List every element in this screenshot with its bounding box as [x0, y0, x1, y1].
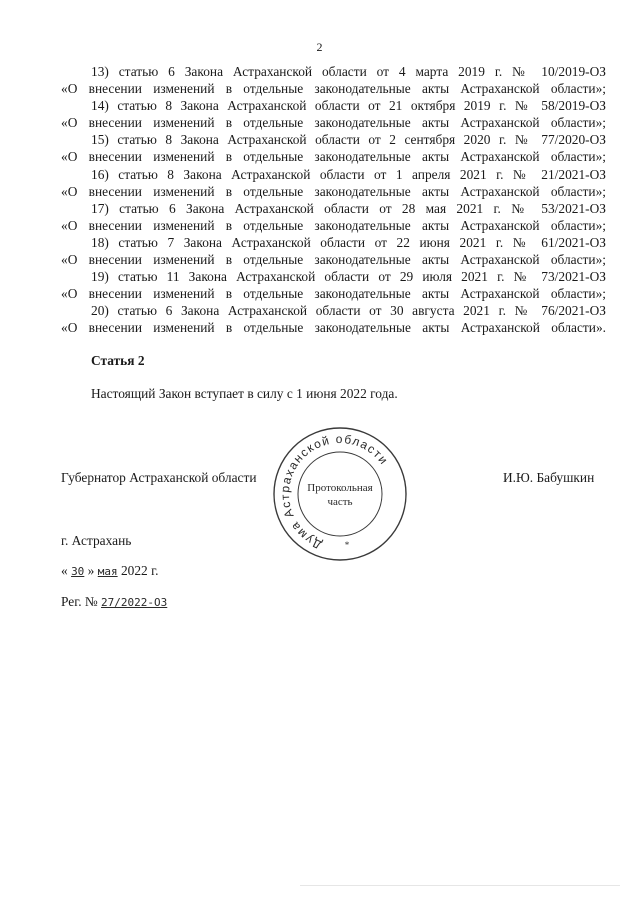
- list-item-line2: «О внесении изменений в отдельные законодательные акты Астраханской области»;: [61, 149, 606, 165]
- list-item-line2: «О внесении изменений в отдельные законодательные акты Астраханской области».: [61, 320, 606, 336]
- page-number: 2: [316, 40, 323, 54]
- scan-edge-line: [300, 885, 620, 886]
- date-day: 30: [71, 565, 85, 578]
- registration-number: [61, 594, 167, 610]
- registration-value: 27/2022-ОЗ: [101, 596, 168, 609]
- article-text: Настоящий Закон вступает в силу с 1 июня 2022 года.: [91, 386, 398, 401]
- date-close-quote: »: [87, 563, 95, 578]
- list-item: [61, 166, 606, 200]
- list-item-line2: «О внесении изменений в отдельные законодательные акты Астраханской области»;: [61, 81, 606, 97]
- list-item-line1: 14) статью 8 Закона Астраханской области от 21 октября 2019 г. № 58/2019-ОЗ: [91, 98, 606, 114]
- article-heading: Статья 2: [91, 353, 145, 368]
- seal-center-line1: Протокольная: [307, 482, 373, 494]
- list-item: [61, 268, 606, 302]
- list-item-line2: «О внесении изменений в отдельные законодательные акты Астраханской области»;: [61, 252, 606, 268]
- list-item-line1: 15) статью 8 Закона Астраханской области от 2 сентября 2020 г. № 77/2020-ОЗ: [91, 132, 606, 148]
- list-item: [61, 131, 606, 165]
- list-item: [61, 234, 606, 268]
- list-item-line1: 18) статью 7 Закона Астраханской области от 22 июня 2021 г. № 61/2021-ОЗ: [91, 234, 606, 250]
- seal-center-line2: часть: [327, 496, 353, 508]
- signatory-name: И.Ю. Бабушкин: [503, 470, 595, 485]
- list-item-line2: «О внесении изменений в отдельные законодательные акты Астраханской области»;: [61, 115, 606, 131]
- signatory-title: Губернатор Астраханской области: [61, 470, 257, 485]
- list-item-line2: «О внесении изменений в отдельные законодательные акты Астраханской области»;: [61, 217, 606, 233]
- list-item-line1: 17) статью 6 Закона Астраханской области от 28 мая 2021 г. № 53/2021-ОЗ: [91, 200, 606, 216]
- list-item: [61, 97, 606, 131]
- seal-star-icon: *: [344, 540, 350, 550]
- list-item-line2: «О внесении изменений в отдельные законодательные акты Астраханской области»;: [61, 286, 606, 302]
- signing-date: [61, 563, 158, 579]
- city: г. Астрахань: [61, 533, 132, 548]
- seal-ring-text: Дума Астраханской области: [277, 431, 392, 553]
- list-item-line1: 16) статью 8 Закона Астраханской области от 1 апреля 2021 г. № 21/2021-ОЗ: [91, 166, 606, 182]
- amendment-list: [61, 63, 606, 337]
- list-item-line1: 20) статью 6 Закона Астраханской области от 30 августа 2021 г. № 76/2021-ОЗ: [91, 303, 606, 319]
- date-year: 2022 г.: [120, 563, 159, 578]
- registration-label: Рег. №: [61, 594, 98, 609]
- list-item-line1: 13) статью 6 Закона Астраханской области от 4 марта 2019 г. № 10/2019-ОЗ: [91, 64, 606, 79]
- date-month: мая: [97, 565, 118, 578]
- list-item: [61, 302, 606, 336]
- official-seal-stamp: [271, 425, 409, 563]
- list-item: [61, 200, 606, 234]
- list-item-line2: «О внесении изменений в отдельные законодательные акты Астраханской области»;: [61, 183, 606, 199]
- list-item: [61, 63, 606, 97]
- date-open-quote: «: [61, 563, 68, 578]
- list-item-line1: 19) статью 11 Закона Астраханской области от 29 июля 2021 г. № 73/2021-ОЗ: [91, 269, 606, 285]
